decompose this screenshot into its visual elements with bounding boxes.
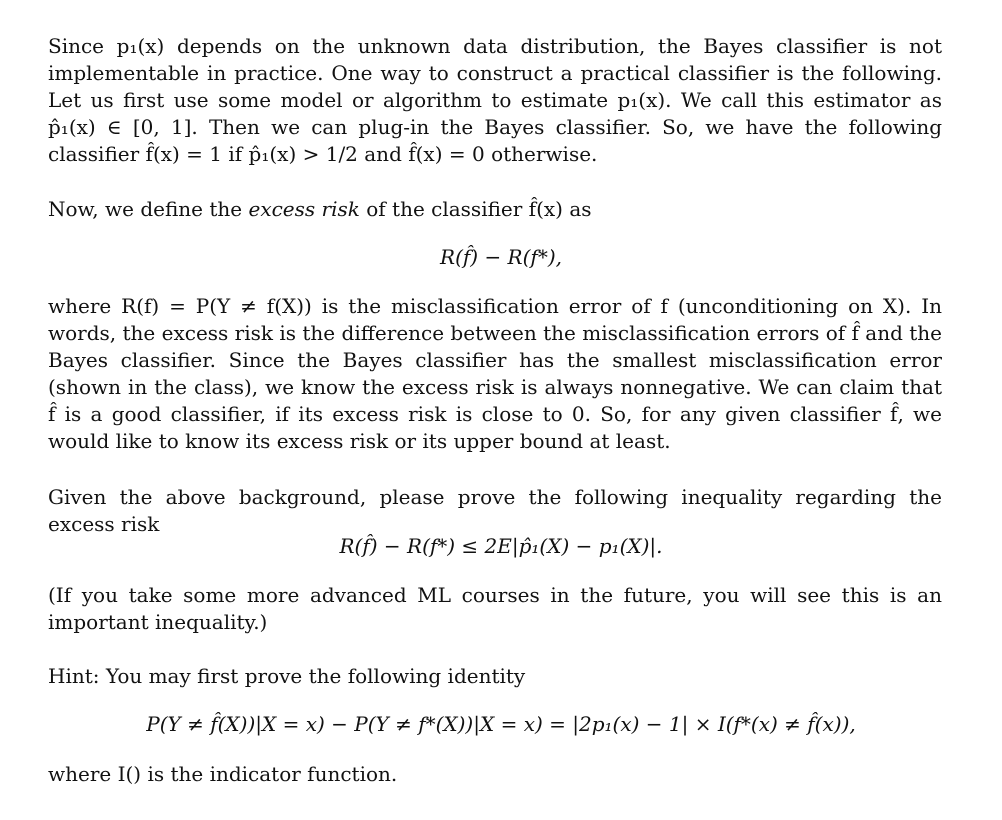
- excess-risk-explanation-paragraph: where R(f) = P(Y ≠ f(X)) is the misclassification error of f (unconditioning on X). In words, the excess risk is the difference between the misclassification errors of f̂ and the Bayes classifier. Since the Bayes classifier has the smallest misclassification error (shown in the class), we know the excess risk is always nonnegative. We can claim that f̂ is a good classifier, if its excess risk is close to 0. So, for any given classifier f̂, we would like to know its excess risk or its upper bound at least.: [48, 294, 942, 453]
- excess-risk-equation: R(f̂) − R(f*),: [440, 245, 562, 269]
- inequality-equation: R(f̂) − R(f*) ≤ 2E|p̂₁(X) − p₁(X)|.: [339, 534, 663, 558]
- excess-risk-term: excess risk: [248, 197, 360, 221]
- identity-equation: P(Y ≠ f̂(X))|X = x) − P(Y ≠ f*(X))|X = x) = |2p₁(x) − 1| × I(f*(x) ≠ f̂(x)),: [146, 712, 856, 736]
- note-paragraph: (If you take some more advanced ML courses in the future, you will see this is an important inequality.): [48, 583, 942, 634]
- indicator-note-paragraph: where I() is the indicator function.: [48, 762, 398, 786]
- intro-paragraph: Since p₁(x) depends on the unknown data distribution, the Bayes classifier is not implementable in practice. One way to construct a practical classifier is the following. Let us first use some model or algorithm to estimate p₁(x). We call this estimator as p̂₁(x) ∈ [0, 1]. Then we can plug-in the Bayes classifier. So, we have the following classifier f̂(x) = 1 if p̂₁(x) > 1/2 and f̂(x) = 0 otherwise.: [48, 34, 942, 166]
- excess-risk-definition-paragraph: [48, 196, 942, 223]
- hint-paragraph: Hint: You may first prove the following identity: [48, 664, 526, 688]
- excess-risk-definition-suffix: of the classifier f̂(x) as: [359, 197, 592, 221]
- task-paragraph: Given the above background, please prove the following inequality regarding the excess risk: [48, 485, 942, 536]
- excess-risk-definition-prefix: Now, we define the: [48, 197, 249, 221]
